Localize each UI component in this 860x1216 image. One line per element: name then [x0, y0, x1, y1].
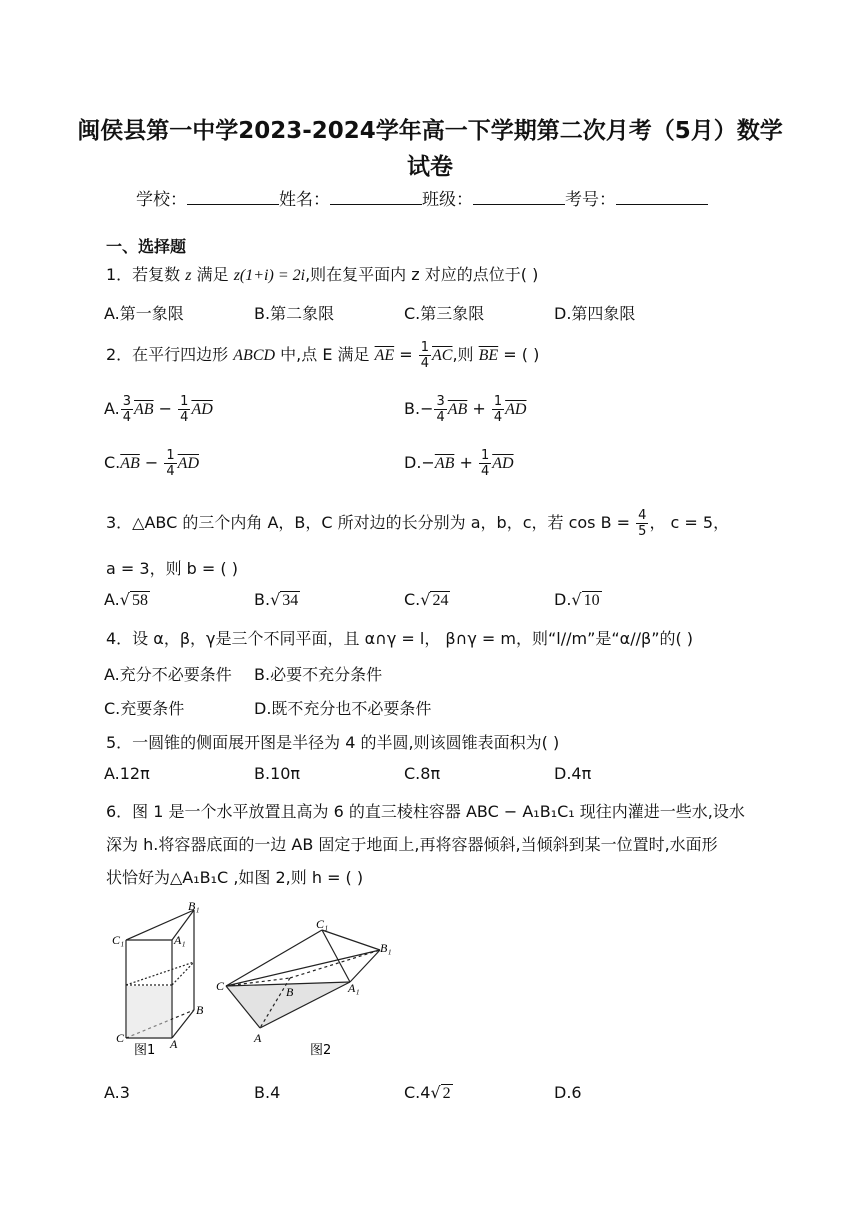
- fig1-label-a1: A₁: [174, 933, 186, 947]
- q3-d-rad: 10: [583, 592, 600, 609]
- q2-option-a: [104, 394, 213, 425]
- q2-c-n2: 1: [166, 448, 175, 463]
- q2-a-v2: $\overline{AD}$: [191, 401, 213, 418]
- q5-option-b: B.10π: [254, 764, 301, 783]
- fig2-label-c1: C₁: [316, 917, 329, 931]
- fig2-label-c: C: [216, 979, 225, 993]
- q1-mid: 满足: [191, 265, 234, 284]
- q2-d-d2: 4: [480, 464, 490, 479]
- fig2-label-a1: A₁: [348, 981, 360, 995]
- name-blank: [330, 190, 422, 205]
- q3-d-label: D.: [554, 590, 572, 609]
- q6-option-a: A.3: [104, 1083, 130, 1102]
- q2-pre: 2．在平行四边形: [106, 345, 234, 364]
- q2-d-frac: [479, 448, 491, 479]
- q2-a-d2: 4: [180, 410, 189, 425]
- q1-equation: z(1+i) = 2i: [233, 267, 306, 284]
- q2-abcd: ABCD: [233, 347, 276, 364]
- q1-z: z: [185, 267, 192, 284]
- question-4: 4．设 α，β，γ是三个不同平面，且 α∩γ = l， β∩γ = m，则“l//m”是“α//β”的( ): [106, 629, 694, 648]
- page-title: 闽侯县第一中学2023-2024学年高一下学期第二次月考（5月）数学: [77, 118, 783, 144]
- q2-c-sign: −: [139, 453, 164, 472]
- question-6-line3: 状恰好为△A₁B₁C ,如图 2,则 h = ( ): [106, 868, 364, 887]
- q2-b-label: B.: [404, 399, 421, 418]
- q6-option-b: B.4: [254, 1083, 281, 1102]
- q3-line1-post: ， c = 5，: [649, 513, 730, 532]
- school-blank: [187, 190, 279, 205]
- q3-option-d: D.√ 10: [554, 590, 600, 609]
- q2-b-d1: 4: [436, 410, 445, 425]
- question-2: [106, 340, 539, 371]
- q3-num: 4: [638, 508, 647, 523]
- page-title-line2: 试卷: [407, 154, 453, 180]
- q5-option-d: D.4π: [554, 764, 592, 783]
- q1-option-c: C.第三象限: [404, 304, 485, 323]
- q2-b-sign: +: [467, 399, 491, 418]
- fig1-caption: 图1: [134, 1043, 156, 1058]
- q3-a-label: A.: [104, 590, 120, 609]
- q2-d-v1: $\overline{AB}$: [434, 455, 455, 472]
- question-3-line2: a = 3，则 b = ( ): [106, 559, 238, 578]
- fig1-label-a: A: [170, 1037, 178, 1051]
- q2-a-n1: 3: [122, 394, 132, 409]
- fig1-label-c1: C₁: [112, 933, 125, 947]
- number-label: 考号：: [565, 190, 616, 210]
- q1-post: ,则在复平面内 z 对应的点位于( ): [305, 265, 539, 284]
- q2-den: 4: [420, 356, 430, 371]
- q2-post: = ( ): [498, 345, 540, 364]
- q4-option-a: A.充分不必要条件: [104, 665, 232, 684]
- q2-c-d2: 4: [166, 464, 175, 479]
- q2-d-v2: $\overline{AD}$: [492, 455, 514, 472]
- q2-option-c: [104, 448, 199, 479]
- q2-b-frac1: [434, 394, 446, 425]
- q2-c-frac: [164, 448, 176, 479]
- q3-option-a: A.√ 58: [104, 590, 148, 609]
- q4-option-b: B.必要不充分条件: [254, 665, 383, 684]
- q6-option-d: D.6: [554, 1083, 582, 1102]
- fig2-label-b1: B₁: [380, 941, 392, 955]
- q1-option-d: D.第四象限: [554, 304, 636, 323]
- fig2-label-b: B: [286, 985, 294, 999]
- q3-b-rad: 34: [282, 592, 299, 609]
- q2-c-v2: $\overline{AD}$: [177, 455, 199, 472]
- q2-a-label: A.: [104, 399, 120, 418]
- name-label: 姓名：: [279, 190, 330, 210]
- q2-a-sign: −: [153, 399, 178, 418]
- question-6-line1: 6．图 1 是一个水平放置且高为 6 的直三棱柱容器 ABC − A₁B₁C₁ 现往内灌进一些水,设水: [106, 802, 745, 821]
- number-blank: [616, 190, 708, 205]
- q2-d-sign: +: [454, 453, 478, 472]
- class-label: 班级：: [422, 190, 473, 210]
- q6-c-label: C.4: [404, 1083, 431, 1102]
- q2-c-v1: $\overline{AB}$: [120, 455, 140, 472]
- class-blank: [473, 190, 565, 205]
- q2-a-n2: 1: [180, 394, 189, 409]
- q2-b-n2: 1: [493, 394, 503, 409]
- q1-option-a: A.第一象限: [104, 304, 184, 323]
- q5-option-a: A.12π: [104, 764, 150, 783]
- q3-a-rad: 58: [131, 592, 148, 609]
- q2-vector-be: $\overline{BE}$: [478, 347, 499, 364]
- fig2-label-a: A: [254, 1031, 262, 1045]
- q2-a-d1: 4: [122, 410, 132, 425]
- q2-fraction: [419, 340, 431, 371]
- q2-d-label: D.: [404, 453, 422, 472]
- q2-num: 1: [420, 340, 430, 355]
- q2-eq: =: [394, 345, 418, 364]
- figure-1-prism: [126, 910, 194, 1038]
- q2-a-v1: $\overline{AB}$: [134, 401, 154, 418]
- q2-d-n2: 1: [480, 448, 490, 463]
- q2-mid1: 中,点 E 满足: [275, 345, 375, 364]
- q4-option-d: D.既不充分也不必要条件: [254, 699, 432, 718]
- question-1: [106, 262, 538, 285]
- q2-a-frac2: [178, 394, 190, 425]
- q5-option-c: C.8π: [404, 764, 441, 783]
- fig2-caption: 图2: [310, 1043, 332, 1058]
- q1-pre: 1．若复数: [106, 265, 186, 284]
- q2-b-d2: 4: [493, 410, 503, 425]
- q6-figures: [104, 900, 404, 1060]
- q2-a-frac1: [121, 394, 133, 425]
- q2-vector-ae: $\overline{AE}$: [374, 347, 395, 364]
- section-heading: 一、选择题: [106, 237, 187, 256]
- q3-c-label: C.: [404, 590, 421, 609]
- question-3: [106, 508, 729, 539]
- q3-option-b: B.√ 34: [254, 590, 299, 609]
- q2-option-b: [404, 394, 526, 425]
- q2-option-d: [404, 448, 514, 479]
- q3-fraction: [636, 508, 648, 539]
- q3-option-c: C.√ 24: [404, 590, 449, 609]
- q2-b-frac2: [492, 394, 504, 425]
- q3-c-rad: 24: [432, 592, 449, 609]
- q3-b-label: B.: [254, 590, 271, 609]
- q2-b-v2: $\overline{AD}$: [505, 401, 527, 418]
- q4-option-c: C.充要条件: [104, 699, 185, 718]
- q2-c-label: C.: [104, 453, 121, 472]
- q2-vector-ac: $\overline{AC}$: [432, 347, 453, 364]
- q6-option-c: C.4√ 2: [404, 1083, 451, 1102]
- q6-c-rad: 2: [442, 1085, 451, 1102]
- fig1-label-c: C: [116, 1031, 125, 1045]
- figure-2-tilted-prism: [226, 930, 380, 1028]
- fig1-label-b: B: [196, 1003, 204, 1017]
- q2-b-pre: −: [420, 399, 434, 418]
- q1-option-b: B.第二象限: [254, 304, 335, 323]
- q3-den: 5: [638, 524, 647, 539]
- question-6-line2: 深为 h.将容器底面的一边 AB 固定于地面上,再将容器倾斜,当倾斜到某一位置时,水面形: [106, 835, 718, 854]
- question-5: 5．一圆锥的侧面展开图是半径为 4 的半圆,则该圆锥表面积为( ): [106, 733, 560, 752]
- fig1-label-b1: B₁: [188, 900, 200, 913]
- q2-mid2: ,则: [452, 345, 479, 364]
- info-line: [136, 185, 708, 210]
- q3-line1-pre: 3．△ABC 的三个内角 A，B，C 所对边的长分别为 a，b，c，若 cos B =: [106, 513, 636, 532]
- q2-b-v1: $\overline{AB}$: [447, 401, 468, 418]
- q2-d-pre: −: [421, 453, 435, 472]
- school-label: 学校：: [136, 190, 187, 210]
- q2-b-n1: 3: [436, 394, 445, 409]
